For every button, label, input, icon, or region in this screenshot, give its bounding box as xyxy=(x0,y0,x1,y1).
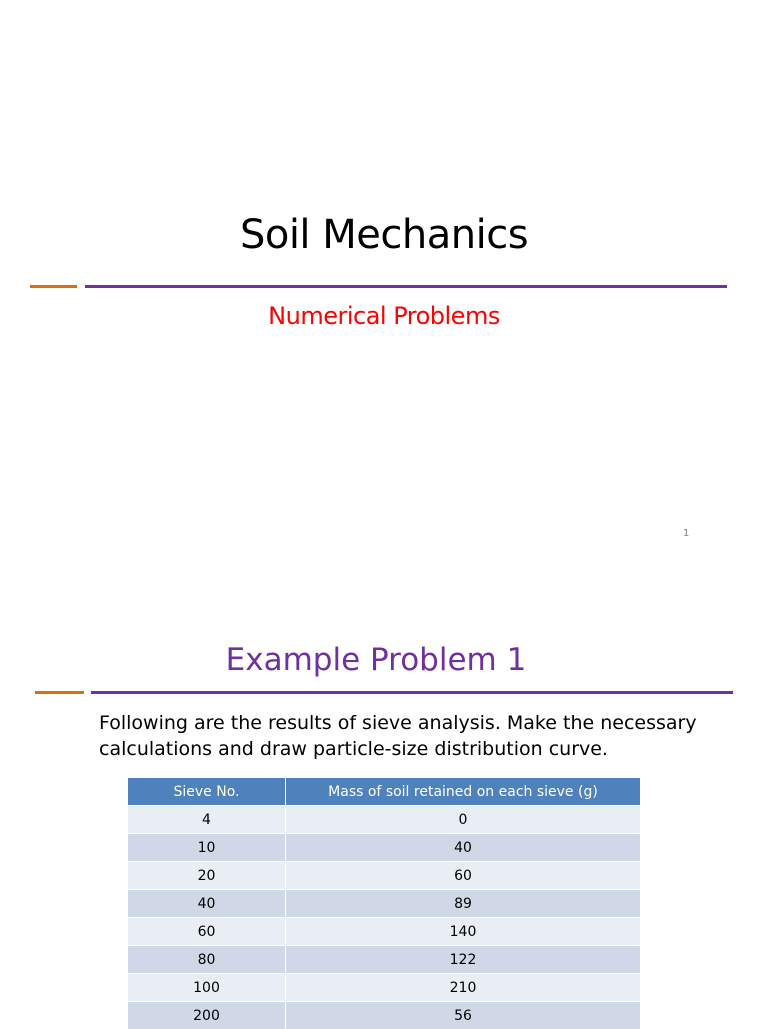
sieve-analysis-table xyxy=(128,778,641,1029)
table-header-row xyxy=(128,778,641,806)
cell-sieve-no: 200 xyxy=(128,1002,286,1029)
title-rule-accent xyxy=(35,691,84,694)
cell-mass: 0 xyxy=(286,806,641,834)
cell-mass: 60 xyxy=(286,862,641,890)
cell-mass: 56 xyxy=(286,1002,641,1029)
slide-subtitle: Numerical Problems xyxy=(0,302,768,330)
table-row xyxy=(128,946,641,974)
problem-statement xyxy=(99,710,739,762)
cell-mass: 140 xyxy=(286,918,641,946)
table-row xyxy=(128,862,641,890)
cell-sieve-no: 60 xyxy=(128,918,286,946)
table-row xyxy=(128,834,641,862)
header-sieve-no: Sieve No. xyxy=(128,778,286,806)
cell-sieve-no: 10 xyxy=(128,834,286,862)
table-row xyxy=(128,974,641,1002)
cell-sieve-no: 40 xyxy=(128,890,286,918)
cell-sieve-no: 4 xyxy=(128,806,286,834)
slide-title: Soil Mechanics xyxy=(0,212,768,258)
title-rule xyxy=(91,691,733,694)
slide-2 xyxy=(0,590,768,1024)
problem-line-1: Following are the results of sieve analysis. Make the necessary xyxy=(99,710,739,736)
cell-sieve-no: 100 xyxy=(128,974,286,1002)
header-mass-retained: Mass of soil retained on each sieve (g) xyxy=(286,778,641,806)
title-rule-accent xyxy=(30,285,77,288)
title-rule xyxy=(85,285,727,288)
cell-sieve-no: 80 xyxy=(128,946,286,974)
table-row xyxy=(128,890,641,918)
cell-mass: 40 xyxy=(286,834,641,862)
table-row xyxy=(128,1002,641,1029)
table-row xyxy=(128,806,641,834)
cell-mass: 122 xyxy=(286,946,641,974)
problem-line-2: calculations and draw particle-size distribution curve. xyxy=(99,736,739,762)
cell-sieve-no: 20 xyxy=(128,862,286,890)
slide-title: Example Problem 1 xyxy=(0,642,752,678)
cell-mass: 89 xyxy=(286,890,641,918)
cell-mass: 210 xyxy=(286,974,641,1002)
page-number: 1 xyxy=(683,528,689,539)
table-row xyxy=(128,918,641,946)
